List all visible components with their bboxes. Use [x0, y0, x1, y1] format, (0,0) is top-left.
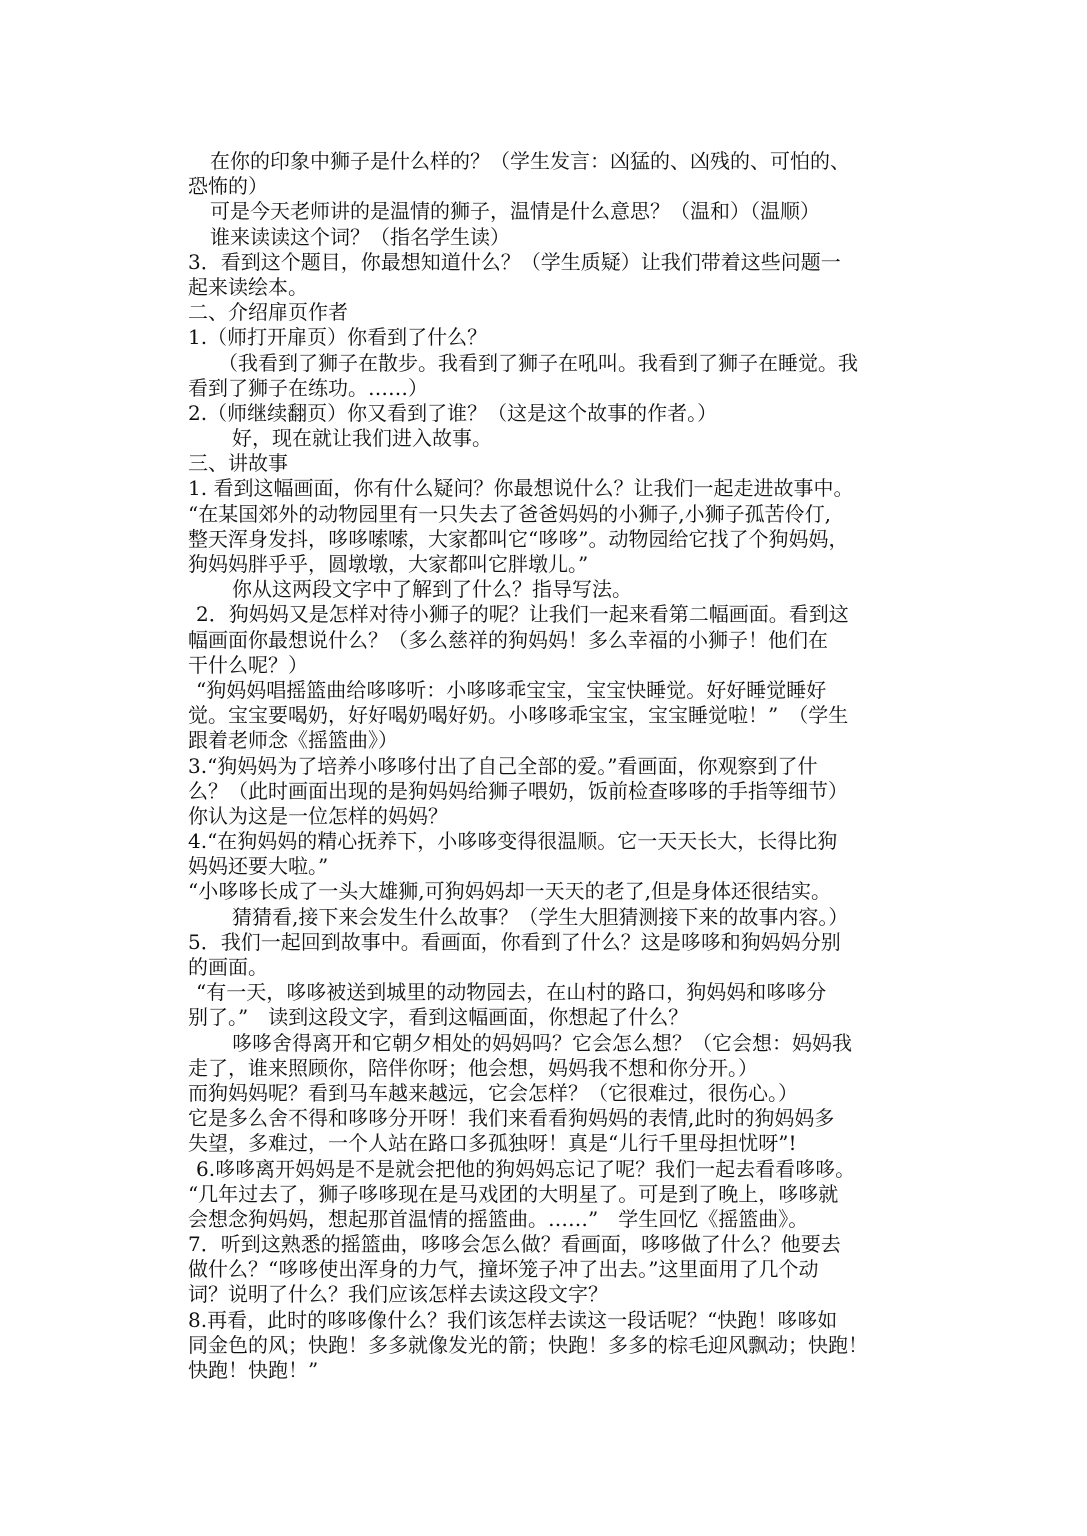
text-line: 可是今天老师讲的是温情的狮子，温情是什么意思？（温和）（温顺）	[210, 199, 820, 224]
text-line: 同金色的风；快跑！多多就像发光的箭；快跑！多多的棕毛迎风飘动；快跑！	[188, 1332, 868, 1357]
text-line: 词？说明了什么？我们应该怎样去读这段文字？	[188, 1282, 608, 1307]
text-line: 4.“在狗妈妈的精心抚养下，小哆哆变得很温顺。它一天天长大，长得比狗	[188, 829, 838, 854]
text-line: 2．狗妈妈又是怎样对待小狮子的呢？让我们一起来看第二幅画面。看到这	[196, 602, 849, 627]
text-line: 二、介绍扉页作者	[188, 300, 348, 325]
text-line: “在某国郊外的动物园里有一只失去了爸爸妈妈的小狮子,小狮子孤苦伶仃,	[188, 501, 831, 526]
text-line: 你认为这是一位怎样的妈妈？	[188, 803, 448, 828]
text-line: “狗妈妈唱摇篮曲给哆哆听：小哆哆乖宝宝，宝宝快睡觉。好好睡觉睡好	[196, 677, 827, 702]
text-line: 恐怖的）	[188, 174, 268, 199]
text-line: 在你的印象中狮子是什么样的？（学生发言：凶猛的、凶残的、可怕的、	[210, 149, 850, 173]
text-line: 8.再看，此时的哆哆像什么？我们该怎样去读这一段话呢？“快跑！哆哆如	[188, 1307, 838, 1332]
text-line: 干什么呢？）	[188, 652, 308, 677]
text-line: 起来读绘本。	[188, 274, 308, 299]
text-line: 7．听到这熟悉的摇篮曲，哆哆会怎么做？看画面，哆哆做了什么？他要去	[188, 1232, 841, 1257]
text-line: “有一天，哆哆被送到城里的动物园去，在山村的路口，狗妈妈和哆哆分	[196, 980, 827, 1005]
text-line: 觉。宝宝要喝奶，好好喝奶喝好奶。小哆哆乖宝宝，宝宝睡觉啦！” （学生	[188, 703, 849, 728]
text-line: 而狗妈妈呢？看到马车越来越远，它会怎样？（它很难过，很伤心。）	[188, 1080, 798, 1105]
document-body	[188, 149, 910, 1383]
text-line: “小哆哆长成了一头大雄狮,可狗妈妈却一天天的老了,但是身体还很结实。	[188, 879, 831, 904]
text-line: 3.“狗妈妈为了培养小哆哆付出了自己全部的爱。”看画面，你观察到了什	[188, 753, 818, 778]
text-line: 6.哆哆离开妈妈是不是就会把他的狗妈妈忘记了呢？我们一起去看看哆哆。	[196, 1156, 856, 1181]
text-line: 好，现在就让我们进入故事。	[232, 426, 492, 451]
text-line: 走了，谁来照顾你，陪伴你呀；他会想，妈妈我不想和你分开。）	[188, 1055, 758, 1080]
text-line: 1.（师打开扉页）你看到了什么？	[188, 325, 488, 350]
text-line: 整天浑身发抖，哆哆嗦嗦，大家都叫它“哆哆”。动物园给它找了个狗妈妈，	[188, 526, 849, 551]
text-line: 三、讲故事	[188, 451, 288, 476]
text-line: 会想念狗妈妈，想起那首温情的摇篮曲。……” 学生回忆《摇篮曲》。	[188, 1206, 809, 1231]
text-line: 快跑！快跑！”	[188, 1358, 319, 1382]
text-line: 猜猜看,接下来会发生什么故事？（学生大胆猜测接下来的故事内容。）	[232, 904, 849, 929]
text-line: 你从这两段文字中了解到了什么？指导写法。	[232, 577, 632, 602]
text-line: 的画面。	[188, 955, 268, 979]
text-line: 狗妈妈胖乎乎，圆墩墩，大家都叫它胖墩儿。”	[188, 552, 589, 576]
text-line: 它是多么舍不得和哆哆分开呀！我们来看看狗妈妈的表情,此时的狗妈妈多	[188, 1106, 835, 1131]
text-line: 别了。” 读到这段文字，看到这幅画面，你想起了什么？	[188, 1005, 689, 1030]
text-line: 失望，多难过，一个人站在路口多孤独呀！真是“儿行千里母担忧呀”!	[188, 1131, 797, 1156]
text-line: 做什么？“哆哆使出浑身的力气，撞坏笼子冲了出去。”这里面用了几个动	[188, 1257, 819, 1282]
text-line: 1. 看到这幅画面，你有什么疑问？你最想说什么？让我们一起走进故事中。	[188, 476, 854, 501]
text-line: 看到了狮子在练功。……）	[188, 375, 428, 400]
text-line: 跟着老师念《摇篮曲》）	[188, 728, 398, 753]
text-line: 5．我们一起回到故事中。看画面，你看到了什么？这是哆哆和狗妈妈分别	[188, 929, 841, 954]
text-line: 么？（此时画面出现的是狗妈妈给狮子喂奶，饭前检查哆哆的手指等细节）	[188, 778, 848, 803]
text-line: 哆哆舍得离开和它朝夕相处的妈妈吗？它会怎么想？（它会想：妈妈我	[232, 1030, 852, 1055]
text-line: 妈妈还要大啦。”	[188, 854, 329, 879]
text-line: “几年过去了，狮子哆哆现在是马戏团的大明星了。可是到了晚上，哆哆就	[188, 1181, 839, 1206]
text-line: （我看到了狮子在散步。我看到了狮子在吼叫。我看到了狮子在睡觉。我	[218, 350, 858, 375]
text-line: 谁来读读这个词？（指名学生读）	[210, 224, 510, 249]
text-line: 幅画面你最想说什么？（多么慈祥的狗妈妈！多么幸福的小狮子！他们在	[188, 627, 828, 652]
text-line: 2.（师继续翻页）你又看到了谁？（这是这个故事的作者。）	[188, 400, 718, 425]
text-line: 3．看到这个题目，你最想知道什么？（学生质疑）让我们带着这些问题一	[188, 249, 841, 274]
